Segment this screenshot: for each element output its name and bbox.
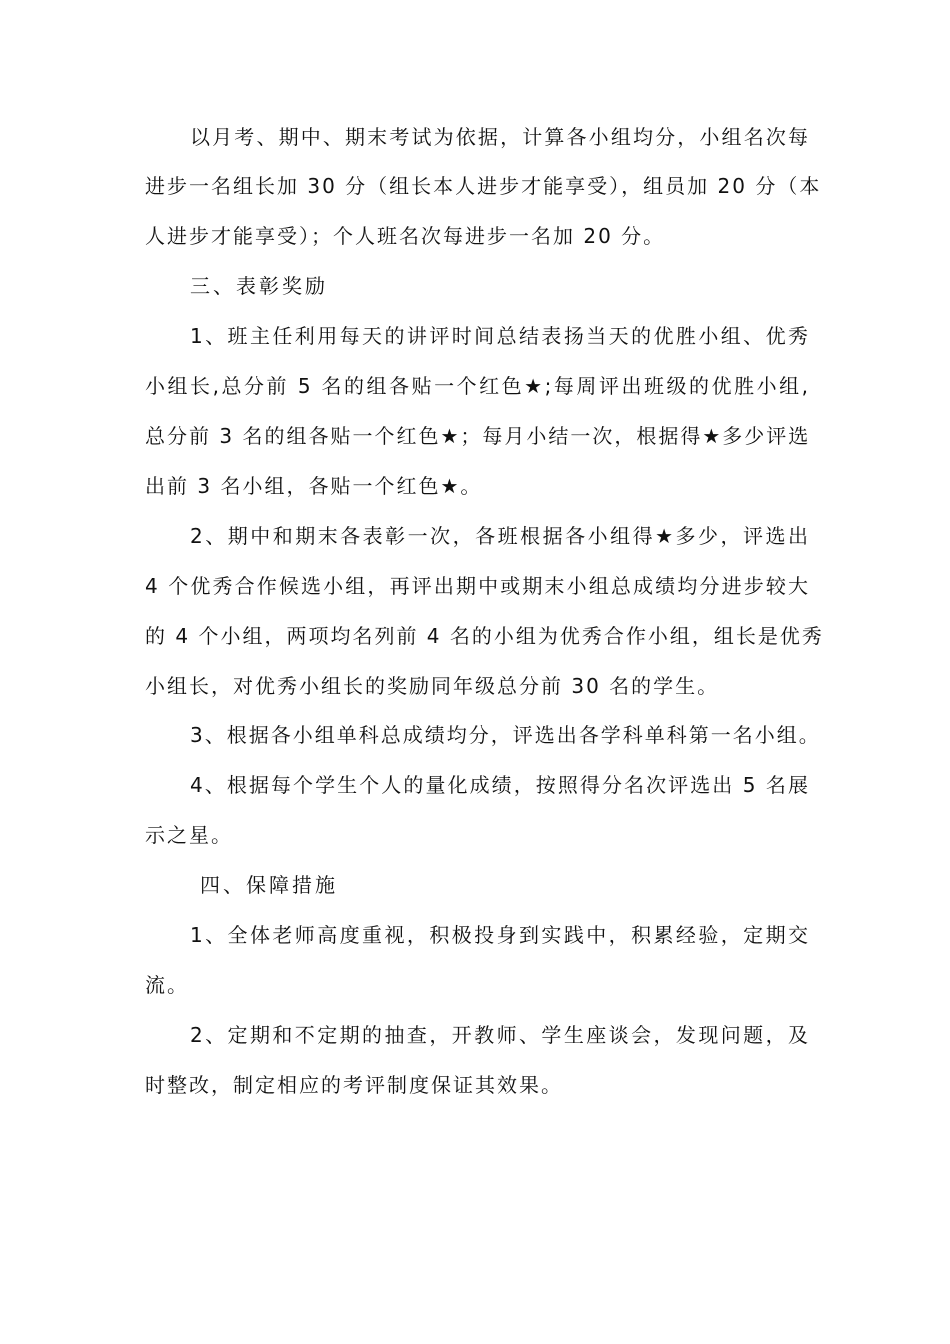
- paragraph-line: 总分前 3 名的组各贴一个红色★；每月小结一次，根据得★多少评选: [145, 424, 811, 448]
- paragraph-line: 1、班主任利用每天的讲评时间总结表扬当天的优胜小组、优秀: [190, 324, 810, 348]
- paragraph-line: 2、期中和期末各表彰一次，各班根据各小组得★多少，评选出: [190, 524, 810, 548]
- paragraph-line: 流。: [145, 973, 189, 997]
- paragraph-line: 2、定期和不定期的抽查，开教师、学生座谈会，发现问题，及: [190, 1023, 810, 1047]
- paragraph-line: 4、根据每个学生个人的量化成绩，按照得分名次评选出 5 名展: [190, 773, 810, 797]
- paragraph-line: 4 个优秀合作候选小组，再评出期中或期末小组总成绩均分进步较大: [145, 574, 810, 598]
- paragraph-line: 3、根据各小组单科总成绩均分，评选出各学科单科第一名小组。: [190, 723, 821, 747]
- paragraph-line: 以月考、期中、期末考试为依据，计算各小组均分，小组名次每: [190, 125, 810, 149]
- paragraph-line: 小组长,总分前 5 名的组各贴一个红色★;每周评出班级的优胜小组,: [145, 374, 810, 398]
- paragraph-line: 1、全体老师高度重视，积极投身到实践中，积累经验，定期交: [190, 923, 810, 947]
- section-heading-rewards: 三、表彰奖励: [190, 274, 328, 298]
- paragraph-line: 小组长，对优秀小组长的奖励同年级总分前 30 名的学生。: [145, 674, 720, 698]
- paragraph-line: 出前 3 名小组，各贴一个红色★。: [145, 474, 483, 498]
- paragraph-line: 的 4 个小组，两项均名列前 4 名的小组为优秀合作小组，组长是优秀: [145, 624, 824, 648]
- paragraph-line: 进步一名组长加 30 分（组长本人进步才能享受），组员加 20 分（本: [145, 174, 822, 198]
- paragraph-line: 示之星。: [145, 823, 233, 847]
- section-heading-safeguards: 四、保障措施: [200, 873, 338, 897]
- paragraph-line: 时整改，制定相应的考评制度保证其效果。: [145, 1073, 563, 1097]
- paragraph-line: 人进步才能享受）；个人班名次每进步一名加 20 分。: [145, 224, 666, 248]
